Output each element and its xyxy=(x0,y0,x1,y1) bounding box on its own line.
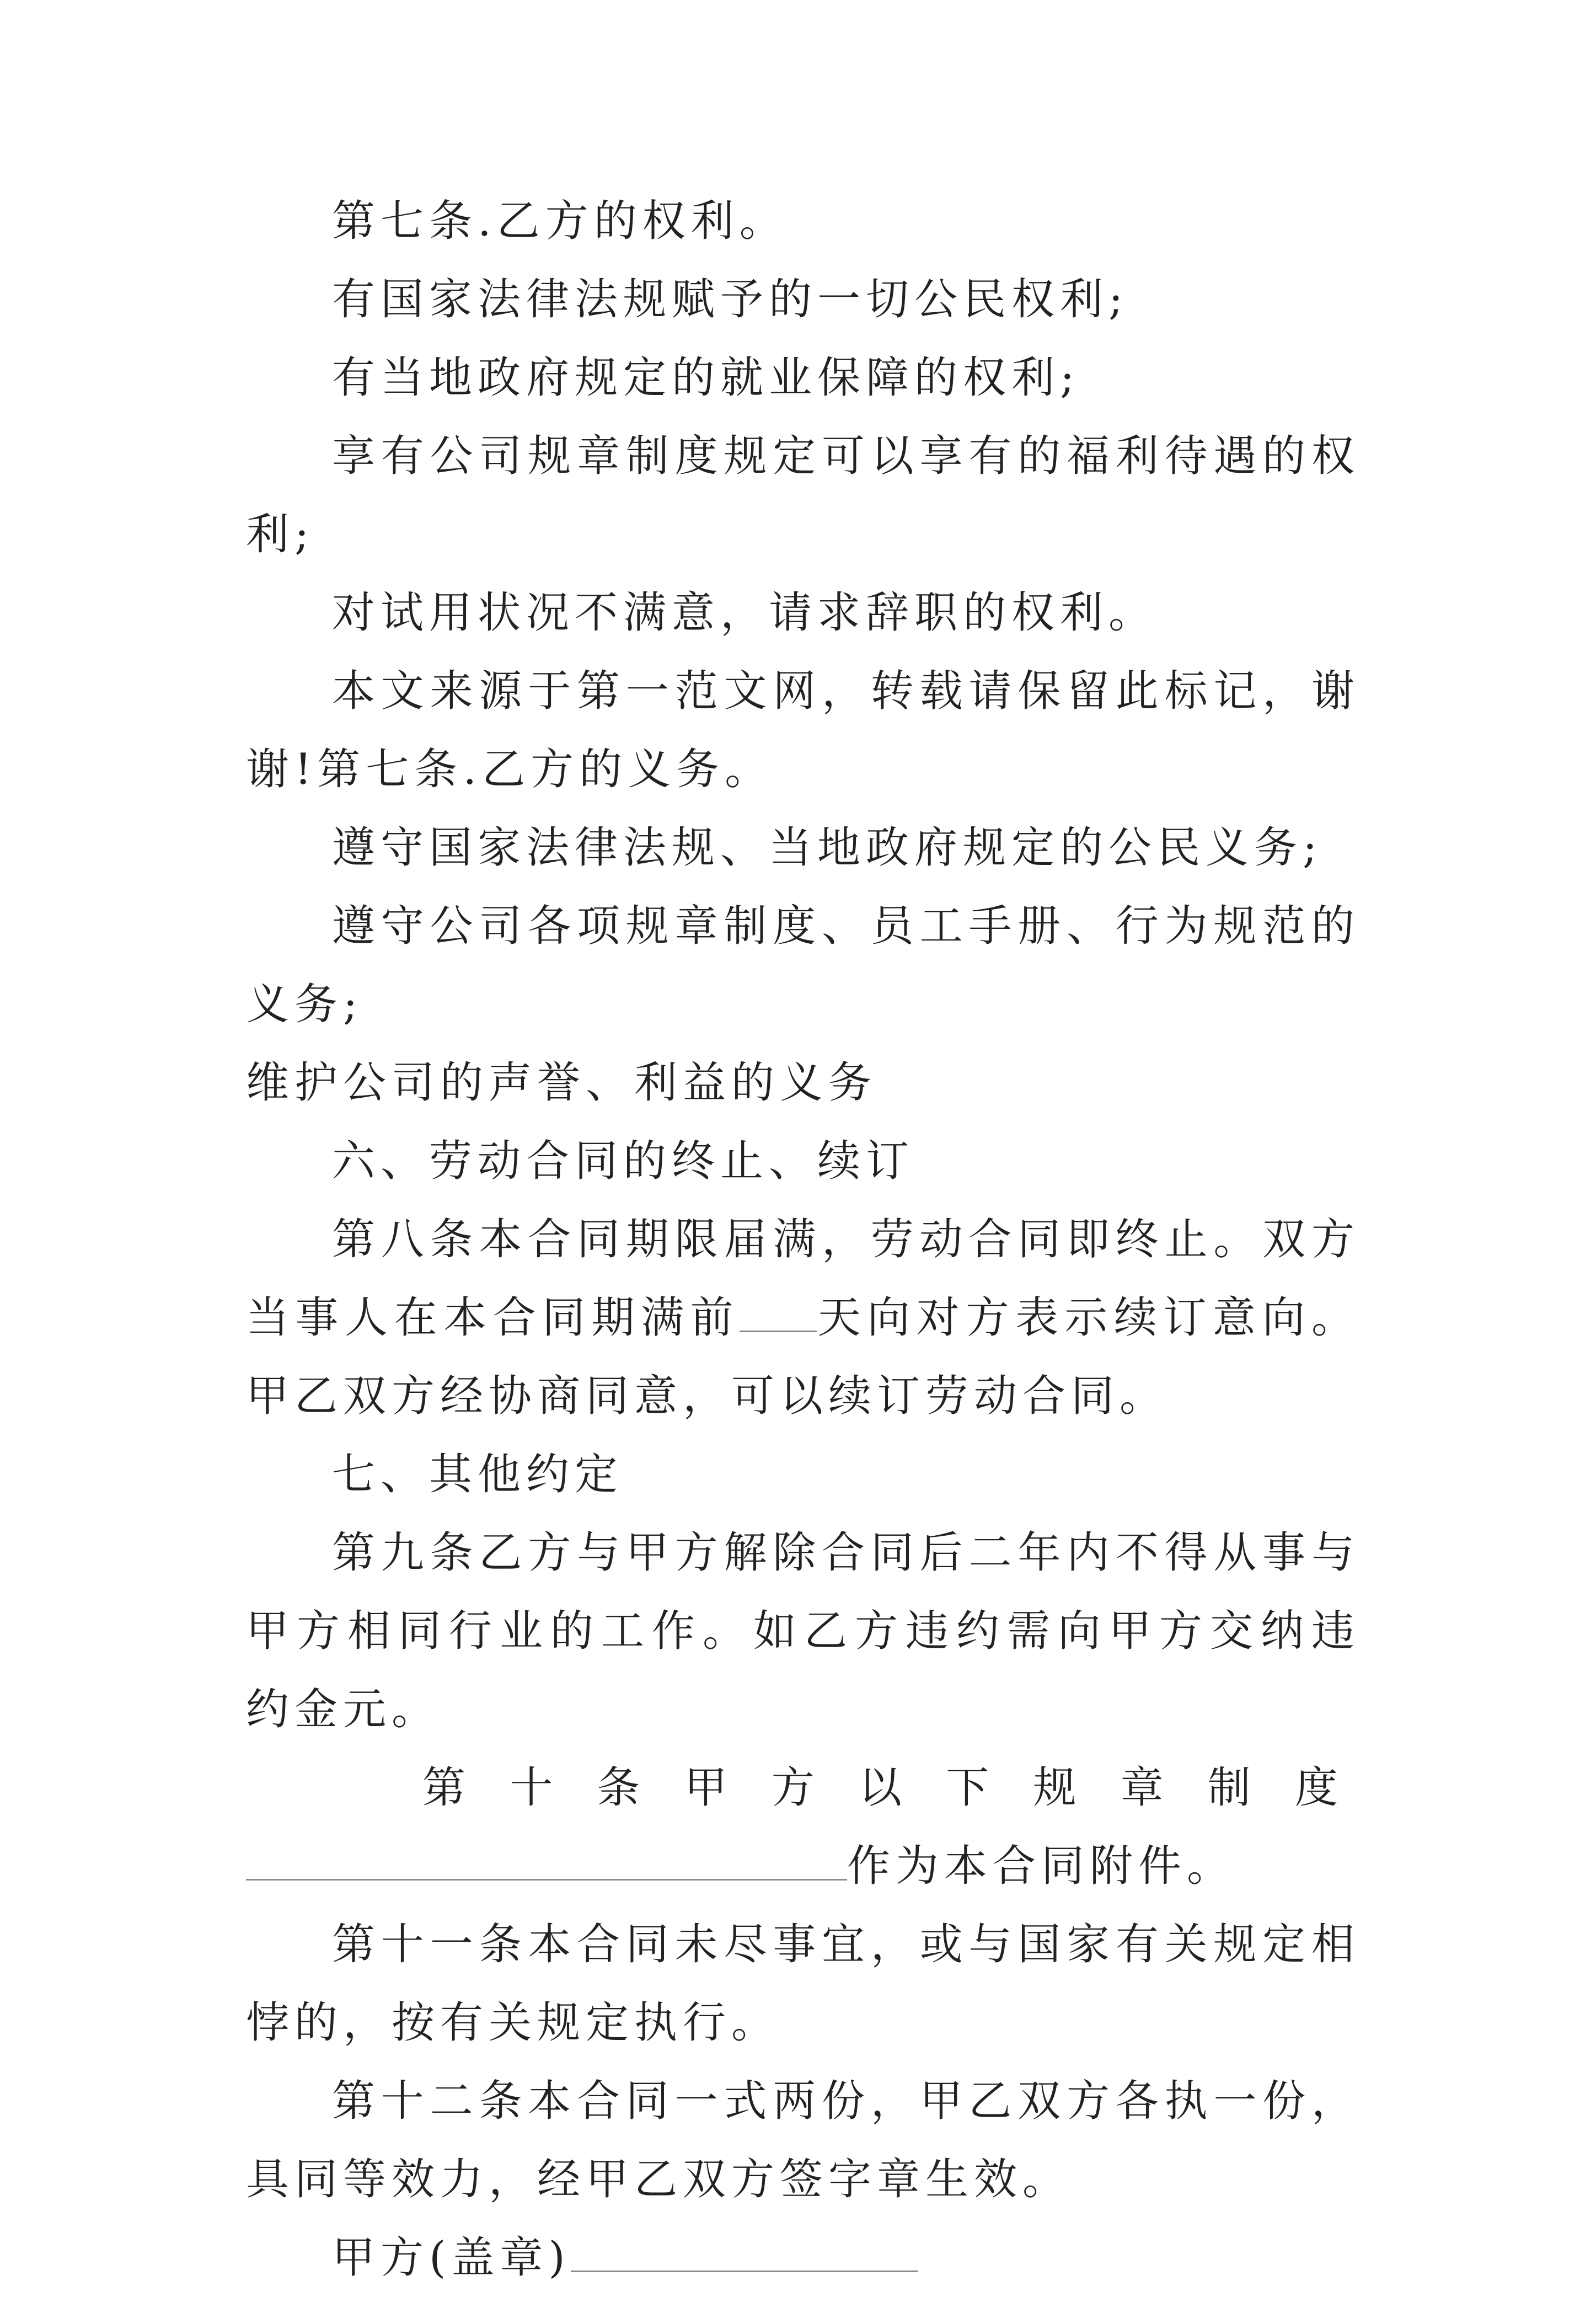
paragraph-article-7-rights: 第七条.乙方的权利。 xyxy=(332,196,788,246)
paragraph-article-8 xyxy=(246,1200,1360,1435)
paragraph-article-12: 第十二条本合同一式两份，甲乙双方各执一份，具同等效力，经甲乙双方签字章生效。 xyxy=(246,2076,1360,2204)
paragraph-article-11: 第十一条本合同未尽事宜，或与国家有关规定相悖的，按有关规定执行。 xyxy=(246,1920,1360,2048)
document-body xyxy=(246,182,1360,2297)
article-8-text-b: 天向对方表示续订意向。甲乙双方经协商同意，可以续订劳动合同。 xyxy=(246,1293,1360,1421)
section-heading-termination: 六、劳动合同的终止、续订 xyxy=(332,1136,915,1186)
paragraph-welfare-rights: 享有公司规章制度规定可以享有的福利待遇的权利; xyxy=(246,431,1360,559)
paragraph-civil-rights: 有国家法律法规赋予的一切公民权利; xyxy=(332,275,1129,324)
paragraph-article-10-line1: 第十条甲方以下规章制度 xyxy=(422,1763,1360,1813)
section-heading-other: 七、其他约定 xyxy=(332,1450,624,1499)
paragraph-article-10-line2 xyxy=(246,1827,1360,1905)
paragraph-resignation-rights: 对试用状况不满意，请求辞职的权利。 xyxy=(332,588,1158,638)
paragraph-article-9: 第九条乙方与甲方解除合同后二年内不得从事与甲方相同行业的工作。如乙方违约需向甲方交纳违约金元。 xyxy=(246,1528,1360,1734)
paragraph-source-note: 本文来源于第一范文网，转载请保留此标记，谢谢!第七条.乙方的义务。 xyxy=(246,666,1360,794)
party-a-label: 甲方(盖章) xyxy=(332,2233,571,2283)
paragraph-employment-guarantee: 有当地政府规定的就业保障的权利; xyxy=(332,353,1080,403)
article-10-text-b: 作为本合同附件。 xyxy=(847,1841,1236,1891)
party-a-seal-blank-field[interactable] xyxy=(571,2232,918,2272)
rules-blank-field[interactable] xyxy=(246,1840,847,1881)
article-8-text-a: 第八条本合同期限届满，劳动合同即终止。双方当事人在本合同期满前 xyxy=(246,1215,1360,1343)
party-a-signature-line xyxy=(246,2219,1360,2297)
paragraph-company-rules-duties: 遵守公司各项规章制度、员工手册、行为规范的义务; xyxy=(246,901,1360,1029)
paragraph-reputation-duties: 维护公司的声誉、利益的义务 xyxy=(246,1058,877,1108)
paragraph-civil-duties: 遵守国家法律法规、当地政府规定的公民义务; xyxy=(332,823,1323,873)
days-blank-field[interactable] xyxy=(740,1292,817,1332)
